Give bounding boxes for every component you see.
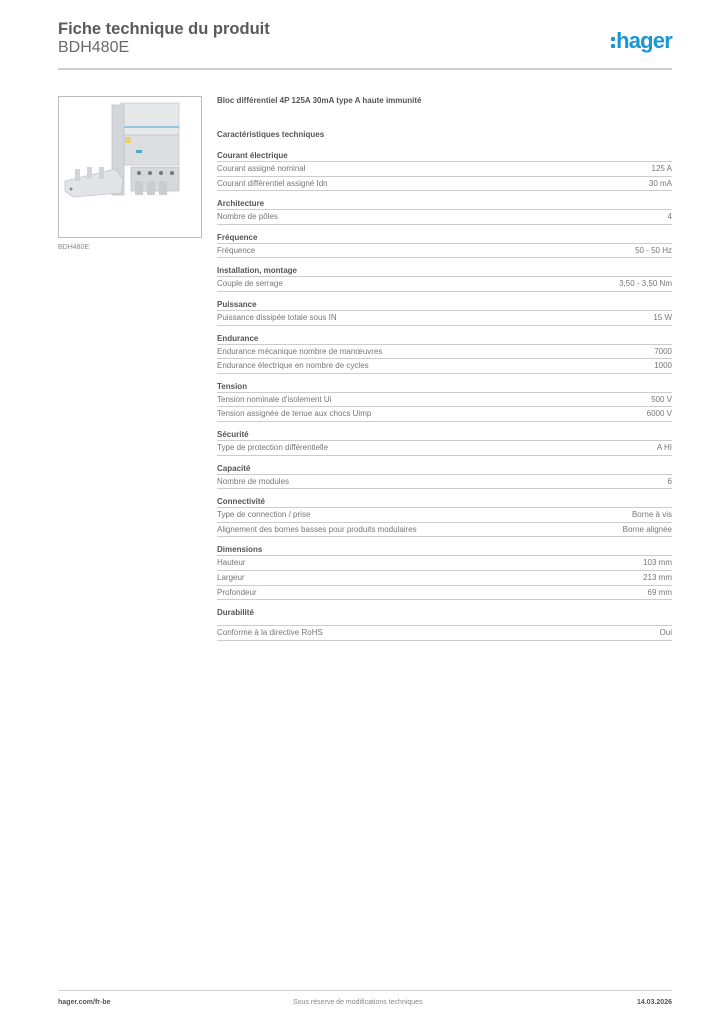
document-footer — [58, 999, 672, 1011]
spec-value: Borne alignée — [622, 524, 672, 534]
spec-group-title: Connectivité — [217, 496, 672, 508]
spec-group-title: Tension — [217, 381, 672, 393]
spec-label: Tension nominale d'isolement Ui — [217, 394, 332, 404]
spec-group — [217, 265, 672, 292]
spec-value: 4 — [667, 212, 672, 222]
product-illustration-icon — [59, 97, 201, 237]
specifications — [217, 95, 672, 641]
spec-group-title: Endurance — [217, 333, 672, 345]
product-image — [58, 96, 202, 238]
spec-value: 6000 V — [646, 409, 672, 419]
spec-group — [217, 198, 672, 225]
spec-group-title: Puissance — [217, 299, 672, 311]
spec-row — [217, 177, 672, 192]
spec-group — [217, 381, 672, 422]
logo-colon-icon — [611, 37, 615, 51]
spec-group — [217, 299, 672, 326]
spec-group — [217, 333, 672, 374]
spec-row — [217, 586, 672, 601]
spec-group-title: Sécurité — [217, 429, 672, 441]
footer-date: 14.03.2026 — [636, 999, 672, 1006]
document-title: Fiche technique du produit — [58, 20, 270, 38]
spec-label: Type de protection différentielle — [217, 442, 329, 452]
spec-label: Couple de serrage — [217, 279, 283, 289]
spec-value: 30 mA — [648, 178, 672, 188]
document-header — [58, 20, 672, 70]
spec-row — [217, 407, 672, 422]
spec-row — [217, 210, 672, 225]
spec-label: Tension assignée de tenue aux chocs Uimp — [217, 409, 372, 419]
spec-row — [217, 277, 672, 292]
spec-row — [217, 508, 672, 523]
spec-value: 15 W — [653, 312, 672, 322]
spec-group — [217, 232, 672, 259]
footer-website[interactable]: hager.com/fr-be — [58, 999, 111, 1006]
spec-value: 3,50 - 3,50 Nm — [619, 279, 672, 289]
spec-group-title: Dimensions — [217, 544, 672, 556]
spec-group — [217, 463, 672, 490]
hager-logo — [611, 30, 672, 52]
spec-label: Conforme à la directive RoHS — [217, 628, 323, 638]
spec-label: Courant assigné nominal — [217, 164, 306, 173]
product-reference: BDH480E — [58, 39, 130, 56]
spec-group — [217, 607, 672, 641]
spec-row — [217, 345, 672, 360]
spec-value: 50 - 50 Hz — [635, 245, 672, 255]
spec-label: Type de connection / prise — [217, 510, 311, 520]
spec-row — [217, 441, 672, 456]
image-caption: BDH480E — [58, 244, 90, 251]
spec-row — [217, 244, 672, 259]
spec-value: 500 V — [651, 394, 672, 404]
spec-value: 125 A — [651, 164, 672, 173]
spec-row — [217, 393, 672, 408]
header-divider — [58, 68, 672, 70]
spec-group — [217, 544, 672, 600]
spec-value: 6 — [667, 476, 672, 486]
spec-group-title: Durabilité — [217, 607, 672, 626]
spec-label: Endurance électrique en nombre de cycles — [217, 361, 369, 371]
spec-label: Hauteur — [217, 558, 246, 568]
spec-label: Fréquence — [217, 245, 256, 255]
spec-row — [217, 359, 672, 374]
spec-value: Borne à vis — [631, 510, 672, 520]
spec-groups — [217, 150, 672, 641]
product-name: Bloc différentiel 4P 125A 30mA type A haute immunité — [217, 96, 422, 105]
spec-row — [217, 523, 672, 538]
section-title: Caractéristiques techniques — [217, 130, 325, 139]
spec-value: 69 mm — [647, 587, 672, 597]
logo-text: hager — [616, 28, 672, 53]
spec-row — [217, 475, 672, 490]
spec-label: Alignement des bornes basses pour produits modulaires — [217, 524, 417, 534]
spec-label: Courant différentiel assigné Idn — [217, 178, 328, 188]
spec-group-title: Capacité — [217, 463, 672, 475]
spec-row — [217, 626, 672, 641]
footer-divider — [58, 990, 672, 991]
spec-value: A HI — [656, 442, 672, 452]
spec-label: Profondeur — [217, 587, 257, 597]
spec-value: 213 mm — [643, 572, 672, 582]
spec-value: 103 mm — [643, 558, 672, 568]
spec-row — [217, 571, 672, 586]
spec-label: Nombre de modules — [217, 476, 290, 486]
footer-disclaimer: Sous réserve de modifications techniques — [293, 999, 423, 1006]
spec-label: Puissance dissipée totale sous IN — [217, 312, 337, 322]
spec-row — [217, 556, 672, 571]
spec-group — [217, 496, 672, 537]
spec-row — [217, 162, 672, 177]
spec-label: Endurance mécanique nombre de manœuvres — [217, 346, 383, 356]
spec-row — [217, 311, 672, 326]
spec-group-title: Fréquence — [217, 232, 672, 244]
spec-group-title: Installation, montage — [217, 265, 672, 277]
spec-group — [217, 150, 672, 191]
spec-value: 1000 — [654, 361, 672, 371]
spec-group — [217, 429, 672, 456]
spec-label: Nombre de pôles — [217, 212, 278, 222]
spec-value: Oui — [659, 628, 672, 638]
spec-group-title: Architecture — [217, 198, 672, 210]
spec-value: 7000 — [654, 346, 672, 356]
spec-label: Largeur — [217, 572, 245, 582]
spec-group-title: Courant électrique — [217, 150, 672, 162]
